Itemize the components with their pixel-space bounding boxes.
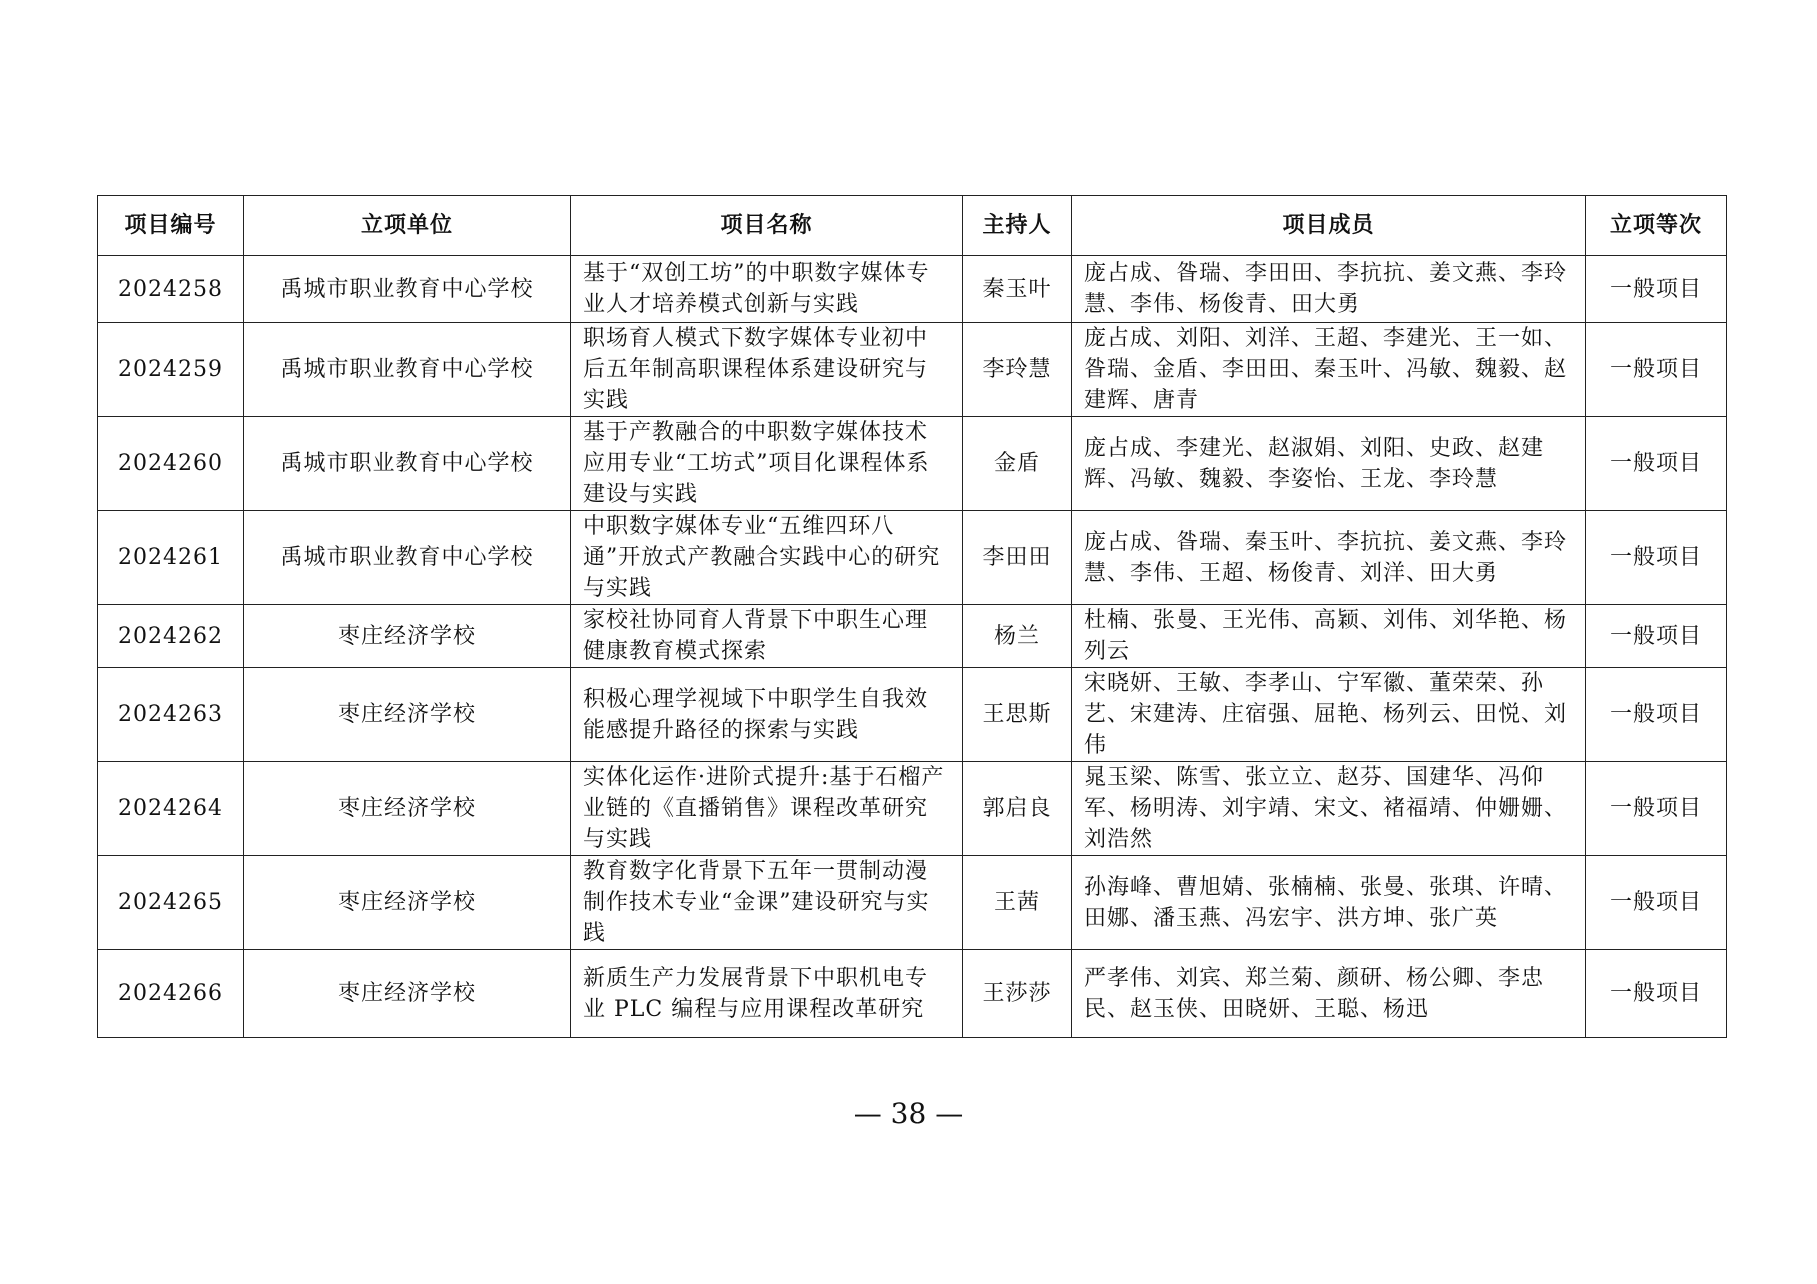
project-level: 一般项目 bbox=[1586, 668, 1727, 762]
project-host: 杨兰 bbox=[963, 605, 1072, 668]
project-code: 2024259 bbox=[98, 323, 244, 417]
project-code: 2024263 bbox=[98, 668, 244, 762]
project-code: 2024260 bbox=[98, 417, 244, 511]
project-unit: 禹城市职业教育中心学校 bbox=[244, 256, 571, 323]
project-unit: 枣庄经济学校 bbox=[244, 762, 571, 856]
project-host: 郭启良 bbox=[963, 762, 1072, 856]
project-members: 庞占成、李建光、赵淑娟、刘阳、史政、赵建辉、冯敏、魏毅、李姿怡、王龙、李玲慧 bbox=[1072, 417, 1586, 511]
project-level: 一般项目 bbox=[1586, 511, 1727, 605]
project-members: 杜楠、张曼、王光伟、高颖、刘伟、刘华艳、杨列云 bbox=[1072, 605, 1586, 668]
project-members: 孙海峰、曹旭婧、张楠楠、张曼、张琪、许晴、田娜、潘玉燕、冯宏宇、洪方坤、张广英 bbox=[1072, 856, 1586, 950]
project-name: 积极心理学视域下中职学生自我效能感提升路径的探索与实践 bbox=[571, 668, 963, 762]
table-row bbox=[98, 950, 1727, 1038]
project-level: 一般项目 bbox=[1586, 605, 1727, 668]
table-row bbox=[98, 856, 1727, 950]
project-code: 2024258 bbox=[98, 256, 244, 323]
project-members: 庞占成、刘阳、刘洋、王超、李建光、王一如、昝瑞、金盾、李田田、秦玉叶、冯敏、魏毅、赵建辉、唐青 bbox=[1072, 323, 1586, 417]
project-unit: 禹城市职业教育中心学校 bbox=[244, 323, 571, 417]
project-level: 一般项目 bbox=[1586, 417, 1727, 511]
table-header-row bbox=[98, 196, 1727, 256]
table-row bbox=[98, 417, 1727, 511]
header-unit: 立项单位 bbox=[244, 196, 571, 256]
project-code: 2024264 bbox=[98, 762, 244, 856]
project-host: 王思斯 bbox=[963, 668, 1072, 762]
project-host: 李田田 bbox=[963, 511, 1072, 605]
project-level: 一般项目 bbox=[1586, 256, 1727, 323]
project-table bbox=[97, 195, 1727, 1038]
project-members: 严孝伟、刘宾、郑兰菊、颜研、杨公卿、李忠民、赵玉侠、田晓妍、王聪、杨迅 bbox=[1072, 950, 1586, 1038]
project-host: 王莎莎 bbox=[963, 950, 1072, 1038]
project-members: 宋晓妍、王敏、李孝山、宁军徽、董荣荣、孙艺、宋建涛、庄宿强、屈艳、杨列云、田悦、刘伟 bbox=[1072, 668, 1586, 762]
project-code: 2024262 bbox=[98, 605, 244, 668]
project-members: 晁玉梁、陈雪、张立立、赵芬、国建华、冯仰军、杨明涛、刘宇靖、宋文、褚福靖、仲姗姗、刘浩然 bbox=[1072, 762, 1586, 856]
header-host: 主持人 bbox=[963, 196, 1072, 256]
project-level: 一般项目 bbox=[1586, 950, 1727, 1038]
project-host: 李玲慧 bbox=[963, 323, 1072, 417]
project-unit: 禹城市职业教育中心学校 bbox=[244, 417, 571, 511]
project-host: 王茜 bbox=[963, 856, 1072, 950]
project-unit: 枣庄经济学校 bbox=[244, 605, 571, 668]
table-row bbox=[98, 511, 1727, 605]
project-level: 一般项目 bbox=[1586, 856, 1727, 950]
table-row bbox=[98, 762, 1727, 856]
header-project-name: 项目名称 bbox=[571, 196, 963, 256]
project-members: 庞占成、昝瑞、李田田、李抗抗、姜文燕、李玲慧、李伟、杨俊青、田大勇 bbox=[1072, 256, 1586, 323]
project-code: 2024261 bbox=[98, 511, 244, 605]
project-host: 秦玉叶 bbox=[963, 256, 1072, 323]
project-code: 2024266 bbox=[98, 950, 244, 1038]
project-unit: 枣庄经济学校 bbox=[244, 668, 571, 762]
project-unit: 禹城市职业教育中心学校 bbox=[244, 511, 571, 605]
project-name: 家校社协同育人背景下中职生心理健康教育模式探索 bbox=[571, 605, 963, 668]
project-name: 教育数字化背景下五年一贯制动漫制作技术专业“金课”建设研究与实践 bbox=[571, 856, 963, 950]
header-level: 立项等次 bbox=[1586, 196, 1727, 256]
project-level: 一般项目 bbox=[1586, 323, 1727, 417]
project-name: 基于“双创工坊”的中职数字媒体专业人才培养模式创新与实践 bbox=[571, 256, 963, 323]
project-name: 新质生产力发展背景下中职机电专业 PLC 编程与应用课程改革研究 bbox=[571, 950, 963, 1038]
project-members: 庞占成、昝瑞、秦玉叶、李抗抗、姜文燕、李玲慧、李伟、王超、杨俊青、刘洋、田大勇 bbox=[1072, 511, 1586, 605]
header-members: 项目成员 bbox=[1072, 196, 1586, 256]
header-project-code: 项目编号 bbox=[98, 196, 244, 256]
project-name: 实体化运作·进阶式提升:基于石榴产业链的《直播销售》课程改革研究与实践 bbox=[571, 762, 963, 856]
project-name: 职场育人模式下数字媒体专业初中后五年制高职课程体系建设研究与实践 bbox=[571, 323, 963, 417]
table-row bbox=[98, 668, 1727, 762]
project-unit: 枣庄经济学校 bbox=[244, 856, 571, 950]
project-unit: 枣庄经济学校 bbox=[244, 950, 571, 1038]
table-row bbox=[98, 323, 1727, 417]
project-code: 2024265 bbox=[98, 856, 244, 950]
table-row bbox=[98, 256, 1727, 323]
project-host: 金盾 bbox=[963, 417, 1072, 511]
page-number: — 38 — bbox=[853, 1097, 964, 1130]
project-name: 中职数字媒体专业“五维四环八通”开放式产教融合实践中心的研究与实践 bbox=[571, 511, 963, 605]
project-name: 基于产教融合的中职数字媒体技术应用专业“工坊式”项目化课程体系建设与实践 bbox=[571, 417, 963, 511]
project-level: 一般项目 bbox=[1586, 762, 1727, 856]
table-row bbox=[98, 605, 1727, 668]
